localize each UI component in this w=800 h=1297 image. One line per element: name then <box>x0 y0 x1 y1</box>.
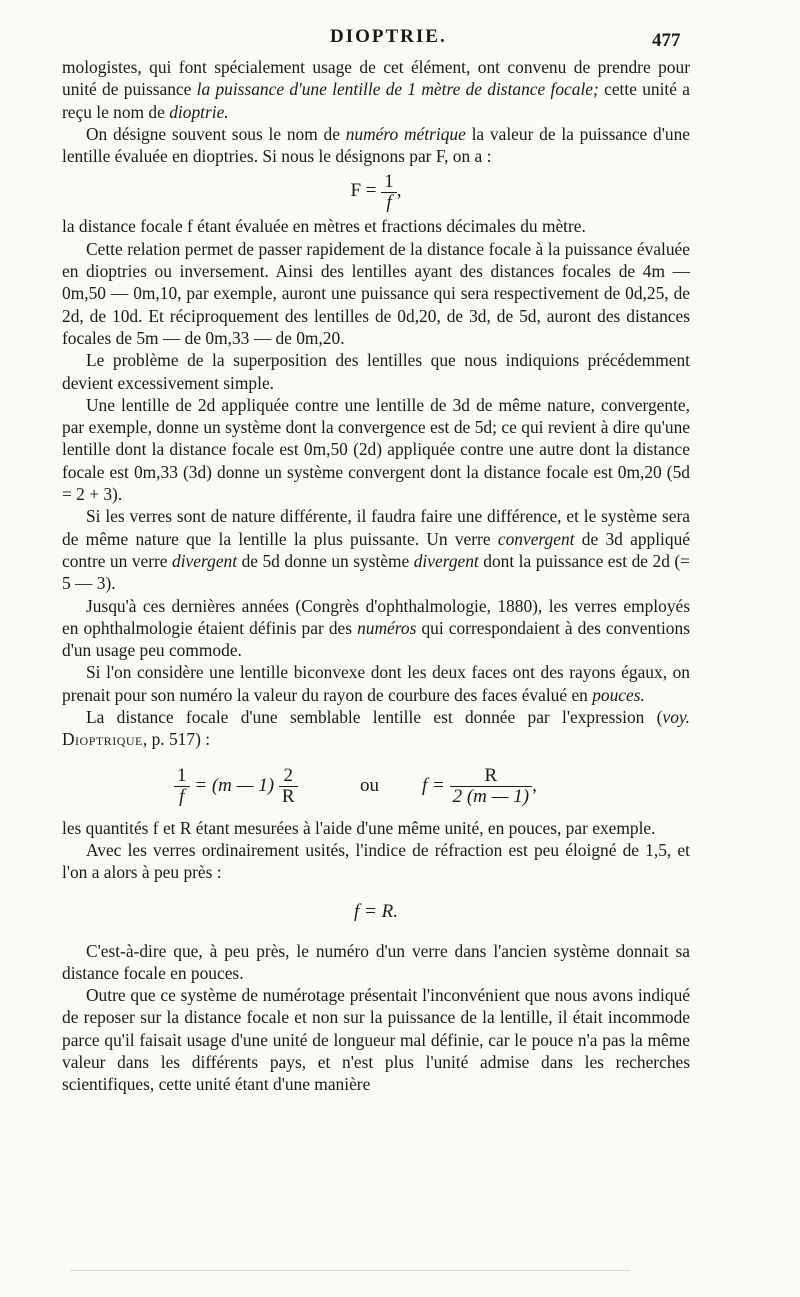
equation-punct: , <box>532 774 537 796</box>
paragraph-13: C'est-à-dire que, à peu près, le numéro d'un verre dans l'ancien système donnait sa distance focale en pouces. <box>62 940 690 983</box>
paragraph-5: Le problème de la superposition des lentilles que nous indiquions précédemment devient excessivement simple. <box>62 350 690 393</box>
paragraph-12: Avec les verres ordinairement usités, l'indice de réfraction est peu éloigné de 1,5, et l'on a alors à peu près : <box>62 839 690 883</box>
equation-1 <box>62 169 690 213</box>
print-noise <box>70 1270 630 1271</box>
denominator: R <box>281 785 295 807</box>
paragraph-6: Une lentille de 2d appliquée contre une lentille de 3d de même nature, convergente, par exemple, donne un système dont la convergence est de 5d; ce qui revient à dire qu'une lentille dont la distance focale est 0m,50 (2d) appliquée contre une autre dont la distance focale est 0m,33 (3d) donne un système convergent dont la distance focale est 0m,20 (5d = 2 + 3). <box>62 394 690 505</box>
paragraph-text: la valeur de la puissance d'une lentille évaluée en dioptries. Si nous le désignons par F, on a : <box>62 123 690 167</box>
italic-text: convergent <box>497 528 575 549</box>
running-title: DIOPTRIE. <box>330 26 447 47</box>
paragraph-text: La distance focale d'une semblable lentille est donnée par l'expression ( <box>86 707 663 728</box>
fraction <box>450 766 533 807</box>
italic-text: la puissance d'une lentille de 1 mètre de distance focale; <box>196 79 599 100</box>
paragraph-2 <box>62 123 690 168</box>
paragraph-14: Outre que ce système de numérotage présentait l'inconvénient que nous avons indiqué de reposer sur la distance focale et non sur la puissance de la lentille, il était incommode parce qu'il faisait usage d'une unité de longueur mal définie, car le pouce n'a pas la même valeur dans les différents pays, et n'est plus l'unité admise dans les recherches scientifiques, cette unité étant d'une manière <box>62 985 690 1095</box>
fraction <box>381 172 397 213</box>
equation-2 <box>62 757 690 815</box>
denominator: f <box>386 191 392 213</box>
paragraph-text: mologistes, qui font spécialement usage de cet élément, ont convenu de prendre pour unité de puissance <box>62 57 690 100</box>
paragraph-text: de 3d appliqué contre un verre <box>62 528 690 571</box>
equation-text: f = R. <box>354 900 398 922</box>
numerator: 1 <box>381 172 397 193</box>
italic-text: divergent <box>413 550 479 571</box>
paragraph-10 <box>62 706 690 751</box>
equation-connector: ou <box>360 774 379 796</box>
page-body <box>62 56 690 1096</box>
page-number: 477 <box>652 30 681 51</box>
equation-lhs: F = <box>350 180 377 202</box>
paragraph-9 <box>62 661 690 706</box>
paragraph-text: Si les verres sont de nature différente, il faudra faire une différence, et le système sera de même nature que la lentille la plus puissante. Un verre <box>62 506 690 549</box>
equation-punct: , <box>396 180 402 202</box>
fraction <box>174 766 190 807</box>
term-numero-metrique: numéro métrique <box>345 123 466 144</box>
italic-text: voy. <box>662 707 690 728</box>
paragraph-text: , p. 517) : <box>142 729 211 750</box>
numerator: 1 <box>174 766 190 787</box>
equation-left <box>174 757 298 815</box>
paragraph-text: dont la puissance est de 2d (= 5 — 3). <box>62 550 690 594</box>
cross-reference: Dioptrique <box>62 729 143 750</box>
equation-right <box>422 757 537 815</box>
paragraph-text: Si l'on considère une lentille biconvexe dont les deux faces ont des rayons égaux, on prenait pour son numéro la valeur du rayon de courbure des faces évalué en <box>62 662 690 705</box>
paragraph-text: qui correspondaient à des conventions d'un usage peu commode. <box>62 617 690 661</box>
equation-text: = (m — 1) <box>194 774 275 796</box>
numerator: R <box>450 766 533 787</box>
fraction <box>279 766 298 807</box>
equation-text: f = <box>422 774 445 796</box>
italic-text: numéros <box>357 617 417 638</box>
paragraph-text: de 5d donne un système <box>241 550 410 571</box>
paragraph-4: Cette relation permet de passer rapidement de la distance focale à la puissance évaluée en dioptries ou inversement. Ainsi des lentilles ayant des distances focales de 4m — 0m,50 — 0m,10, par exemple, auront une puissance qui sera respectivement de 0d,25, de 2d, de 10d. Et réciproquement des lentilles de 0d,20, de 3d, de 5d, auront des distances focales de 5m — de 0m,33 — de 0m,20. <box>62 238 690 348</box>
paragraph-3: la distance focale f étant évaluée en mètres et fractions décimales du mètre. <box>62 216 586 237</box>
denominator: f <box>179 785 185 807</box>
paragraph-text: Jusqu'à ces dernières années (Congrès d'ophthalmologie, 1880), les verres employés en ophthalmologie étaient définis par des <box>62 595 690 638</box>
term-dioptrie: dioptrie. <box>169 101 229 122</box>
paragraph-8 <box>62 595 690 662</box>
paragraph-1 <box>62 56 690 123</box>
running-header <box>0 20 800 51</box>
numerator: 2 <box>279 766 298 787</box>
italic-text: pouces. <box>592 684 645 705</box>
paragraph-text: On désigne souvent sous le nom de <box>86 123 340 144</box>
paragraph-11: les quantités f et R étant mesurées à l'aide d'une même unité, en pouces, par exemple. <box>62 817 656 838</box>
equation-3 <box>62 890 690 934</box>
paragraph-text: cette unité a reçu le nom de <box>62 79 690 122</box>
paragraph-7 <box>62 505 690 594</box>
denominator: 2 (m — 1) <box>452 785 530 807</box>
italic-text: divergent <box>172 550 238 571</box>
